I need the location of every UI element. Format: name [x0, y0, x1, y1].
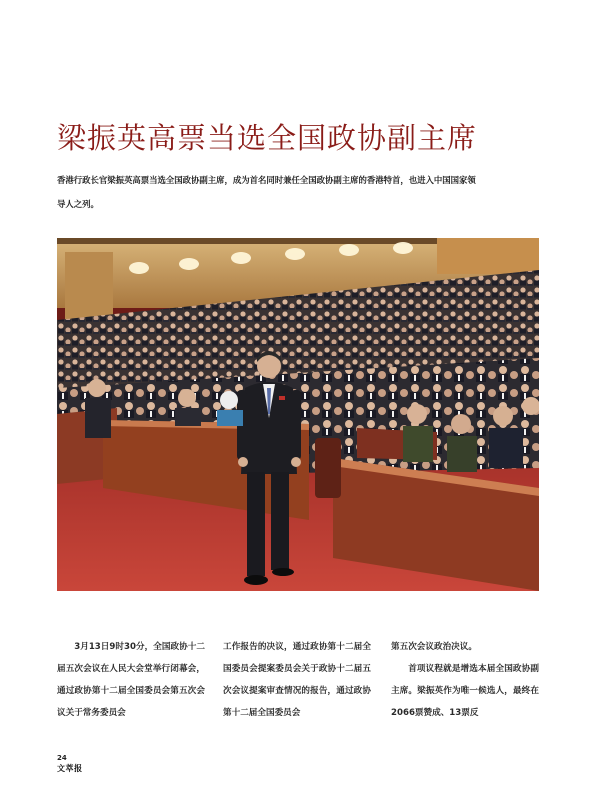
page-number: 24: [57, 754, 67, 762]
body-paragraph: 3月13日9时30分，全国政协十二届五次会议在人民大会堂举行闭幕会，通过政协第十二届全国委员会第五次会议关于常务委员会: [57, 642, 205, 718]
body-paragraph: 第五次会议政治决议。: [391, 642, 477, 652]
article-photo: [57, 238, 539, 591]
body-column-2: [223, 636, 371, 724]
magazine-name: 文萃报: [57, 764, 83, 773]
article-headline: 梁振英高票当选全国政协副主席: [57, 121, 478, 155]
article-lede: 香港行政长官梁振英高票当选全国政协副主席，成为首名同时兼任全国政协副主席的香港特首，也进入中国国家领导人之列。: [57, 175, 476, 209]
body-paragraph: 首项议程就是增选本届全国政协副主席。梁振英作为唯一候选人，最终在2066票赞成、13票反: [391, 664, 539, 718]
body-column-1: [57, 636, 205, 724]
hall-photo-illustration: [57, 238, 539, 591]
body-paragraph: 工作报告的决议，通过政协第十二届全国委员会提案委员会关于政协十二届五次会议提案审查情况的报告，通过政协第十二届全国委员会: [223, 642, 371, 718]
body-column-3: [391, 636, 539, 724]
